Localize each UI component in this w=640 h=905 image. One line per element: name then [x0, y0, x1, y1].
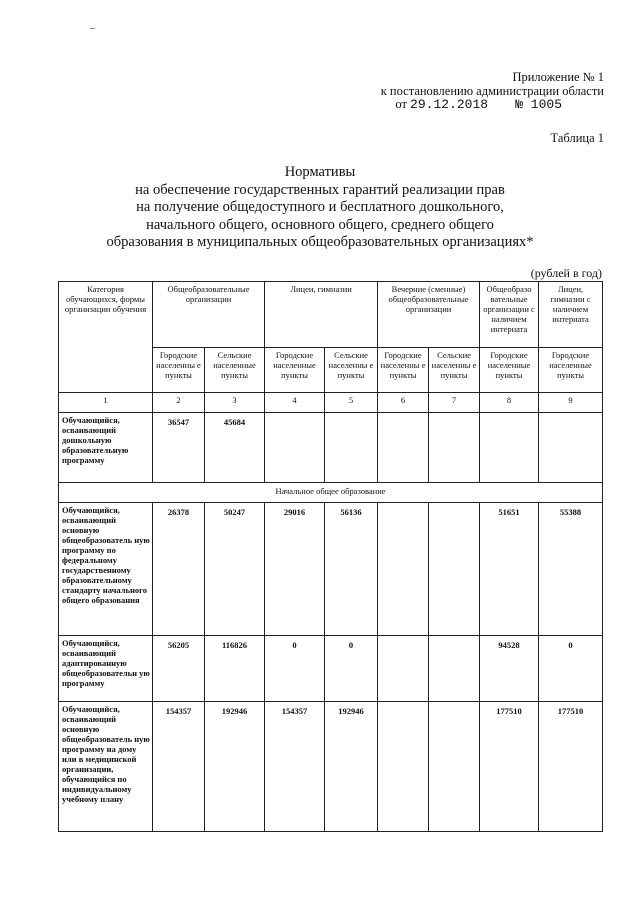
row-value — [378, 702, 429, 832]
row-value — [378, 413, 429, 483]
table-row — [59, 503, 603, 636]
row-value: 154357 — [153, 702, 205, 832]
table-label: Таблица 1 — [550, 131, 604, 145]
table-row — [59, 413, 603, 483]
row-category: Обучающийся, осваивающий основную общеобразователь ную программу на дому или в медицинской организации, обучающийся по индивидуальному учебному плану — [59, 702, 153, 832]
appendix-label: Приложение № 1 — [512, 70, 604, 84]
col-index: 5 — [325, 393, 378, 413]
row-value: 55388 — [539, 503, 603, 636]
row-value — [378, 636, 429, 702]
col-index: 1 — [59, 393, 153, 413]
col-index: 6 — [378, 393, 429, 413]
row-value — [429, 413, 480, 483]
resolution-label: к постановлению администрации области — [380, 84, 604, 98]
resolution-date-line — [395, 97, 562, 112]
row-value: 177510 — [539, 702, 603, 832]
row-value — [480, 413, 539, 483]
header-boarding: Общеобразо вательные организации с наличием интерната — [480, 282, 539, 348]
row-value — [378, 503, 429, 636]
header-lyceum-boarding: Лицеи, гимназии с наличием интерната — [539, 282, 603, 348]
section-primary-education: Начальное общее образование — [59, 483, 603, 503]
row-value — [429, 702, 480, 832]
row-value: 0 — [325, 636, 378, 702]
sub-urban: Городские населенны е пункты — [153, 348, 205, 393]
sub-urban: Городские населенны е пункты — [378, 348, 429, 393]
title-line-2: на обеспечение государственных гарантий реализации прав — [135, 181, 505, 198]
row-value: 45684 — [205, 413, 265, 483]
row-value: 154357 — [265, 702, 325, 832]
title-line-5: образования в муниципальных общеобразовательных организациях* — [106, 234, 534, 250]
row-value: 0 — [265, 636, 325, 702]
row-value: 0 — [539, 636, 603, 702]
header-lyceum: Лицеи, гимназии — [265, 282, 378, 348]
row-category: Обучающийся, осваивающий дошкольную образовательную программу — [59, 413, 153, 483]
row-value: 94528 — [480, 636, 539, 702]
row-value: 26378 — [153, 503, 205, 636]
row-value — [429, 636, 480, 702]
row-value: 56205 — [153, 636, 205, 702]
resolution-date: 29.12.2018 — [410, 97, 489, 112]
row-category: Обучающийся, осваивающий адаптированную общеобразовательн ую программу — [59, 636, 153, 702]
col-index: 2 — [153, 393, 205, 413]
document-title — [0, 164, 640, 252]
col-index: 3 — [205, 393, 265, 413]
row-value — [429, 503, 480, 636]
title-line-3: на получение общедоступного и бесплатного дошкольного, — [136, 199, 504, 215]
row-value — [539, 413, 603, 483]
sub-urban: Городские населенные пункты — [265, 348, 325, 393]
section-row — [59, 483, 603, 503]
title-line-1: Нормативы — [284, 164, 356, 180]
units-label: (рублей в год) — [530, 266, 602, 280]
row-value — [325, 413, 378, 483]
row-value — [265, 413, 325, 483]
table-row — [59, 702, 603, 832]
col-index: 8 — [480, 393, 539, 413]
scan-mark — [90, 28, 95, 29]
header-evening: Вечерние (сменные) общеобразовательные организации — [378, 282, 480, 348]
row-value: 36547 — [153, 413, 205, 483]
row-value: 29016 — [265, 503, 325, 636]
date-prefix: от — [395, 97, 407, 111]
header-category: Категория обучающихся, формы организации обучения — [59, 282, 153, 393]
table-header-row — [59, 282, 603, 348]
title-line-4: начального общего, основного общего, среднего общего — [146, 216, 494, 233]
sub-rural: Сельские населенны е пункты — [325, 348, 378, 393]
sub-urban: Городские населенные пункты — [539, 348, 603, 393]
sub-urban: Городские населенные пункты — [480, 348, 539, 393]
row-value: 192946 — [325, 702, 378, 832]
col-index: 9 — [539, 393, 603, 413]
column-index-row — [59, 393, 603, 413]
row-value: 50247 — [205, 503, 265, 636]
norms-table — [58, 281, 603, 832]
row-category: Обучающийся, осваивающий основную общеобразователь ную программу по федеральному государственному образовательному стандарту начального общего образования — [59, 503, 153, 636]
col-index: 7 — [429, 393, 480, 413]
sub-rural: Сельские населенные пункты — [205, 348, 265, 393]
row-value: 51651 — [480, 503, 539, 636]
header-general: Общеобразовательные организации — [153, 282, 265, 348]
sub-rural: Сельские населенны е пункты — [429, 348, 480, 393]
row-value: 177510 — [480, 702, 539, 832]
table-row — [59, 636, 603, 702]
row-value: 192946 — [205, 702, 265, 832]
resolution-number: № 1005 — [515, 97, 562, 112]
row-value: 56136 — [325, 503, 378, 636]
col-index: 4 — [265, 393, 325, 413]
row-value: 116826 — [205, 636, 265, 702]
